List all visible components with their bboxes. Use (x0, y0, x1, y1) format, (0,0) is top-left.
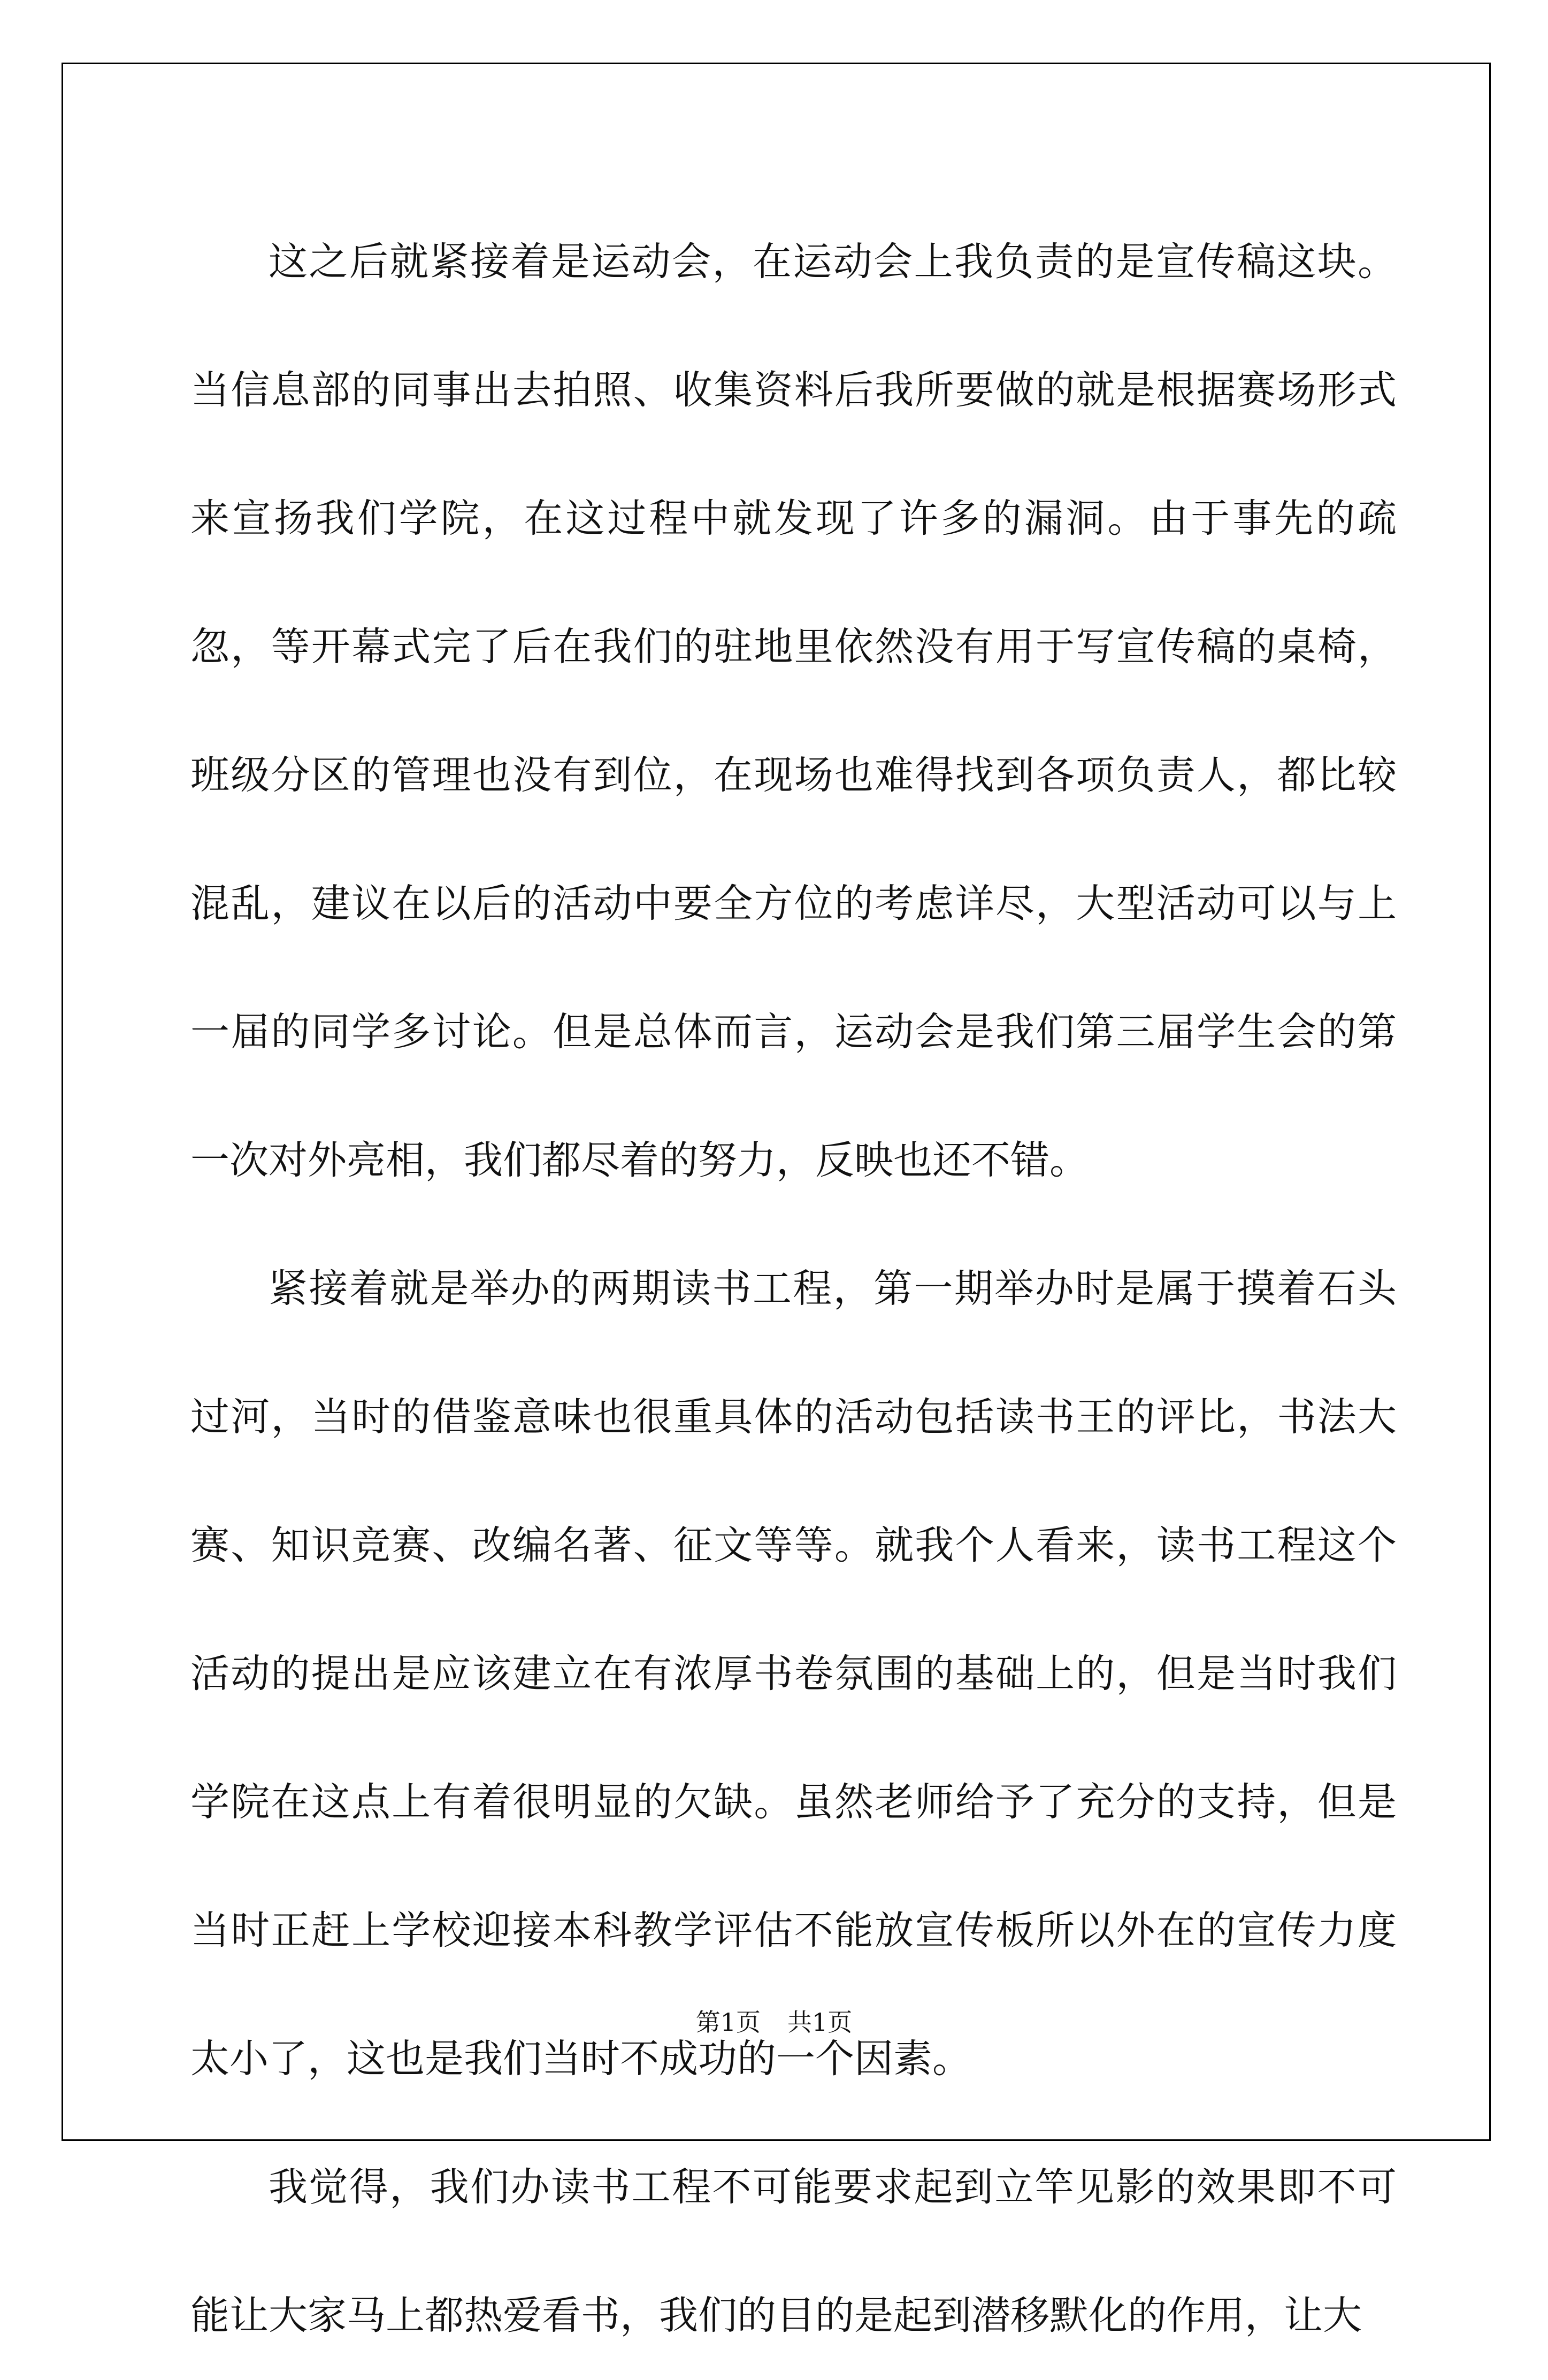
paragraph-reading-goal: 我觉得，我们办读书工程不可能要求起到立竿见影的效果即不可能让大家马上都热爱看书，我们的目的是起到潜移默化的作用，让大 (190, 2164, 1397, 2338)
page-total: 共1页 (787, 2008, 853, 2037)
document-body (190, 198, 1397, 2380)
paragraph-reading-project: 紧接着就是举办的两期读书工程，第一期举办时是属于摸着石头过河，当时的借鉴意味也很重具体的活动包括读书王的评比，书法大赛、知识竞赛、改编名著、征文等等。就我个人看来，读书工程这个活动的提出是应该建立在有浓厚书卷氛围的基础上的，但是当时我们学院在这点上有着很明显的欠缺。虽然老师给予了充分的支持，但是当时正赶上学校迎接本科教学评估不能放宣传板所以外在的宣传力度太小了，这也是我们当时不成功的一个因素。 (190, 1266, 1397, 2082)
page-footer (0, 2003, 1548, 2038)
paragraph-sports-meet: 这之后就紧接着是运动会，在运动会上我负责的是宣传稿这块。当信息部的同事出去拍照、收集资料后我所要做的就是根据赛场形式来宣扬我们学院，在这过程中就发现了许多的漏洞。由于事先的疏忽，等开幕式完了后在我们的驻地里依然没有用于写宣传稿的桌椅，班级分区的管理也没有到位，在现场也难得找到各项负责人，都比较混乱，建议在以后的活动中要全方位的考虑详尽，大型活动可以与上一届的同学多讨论。但是总体而言，运动会是我们第三届学生会的第一次对外亮相，我们都尽着的努力，反映也还不错。 (190, 239, 1397, 1183)
page-number: 第1页 (695, 2008, 761, 2037)
